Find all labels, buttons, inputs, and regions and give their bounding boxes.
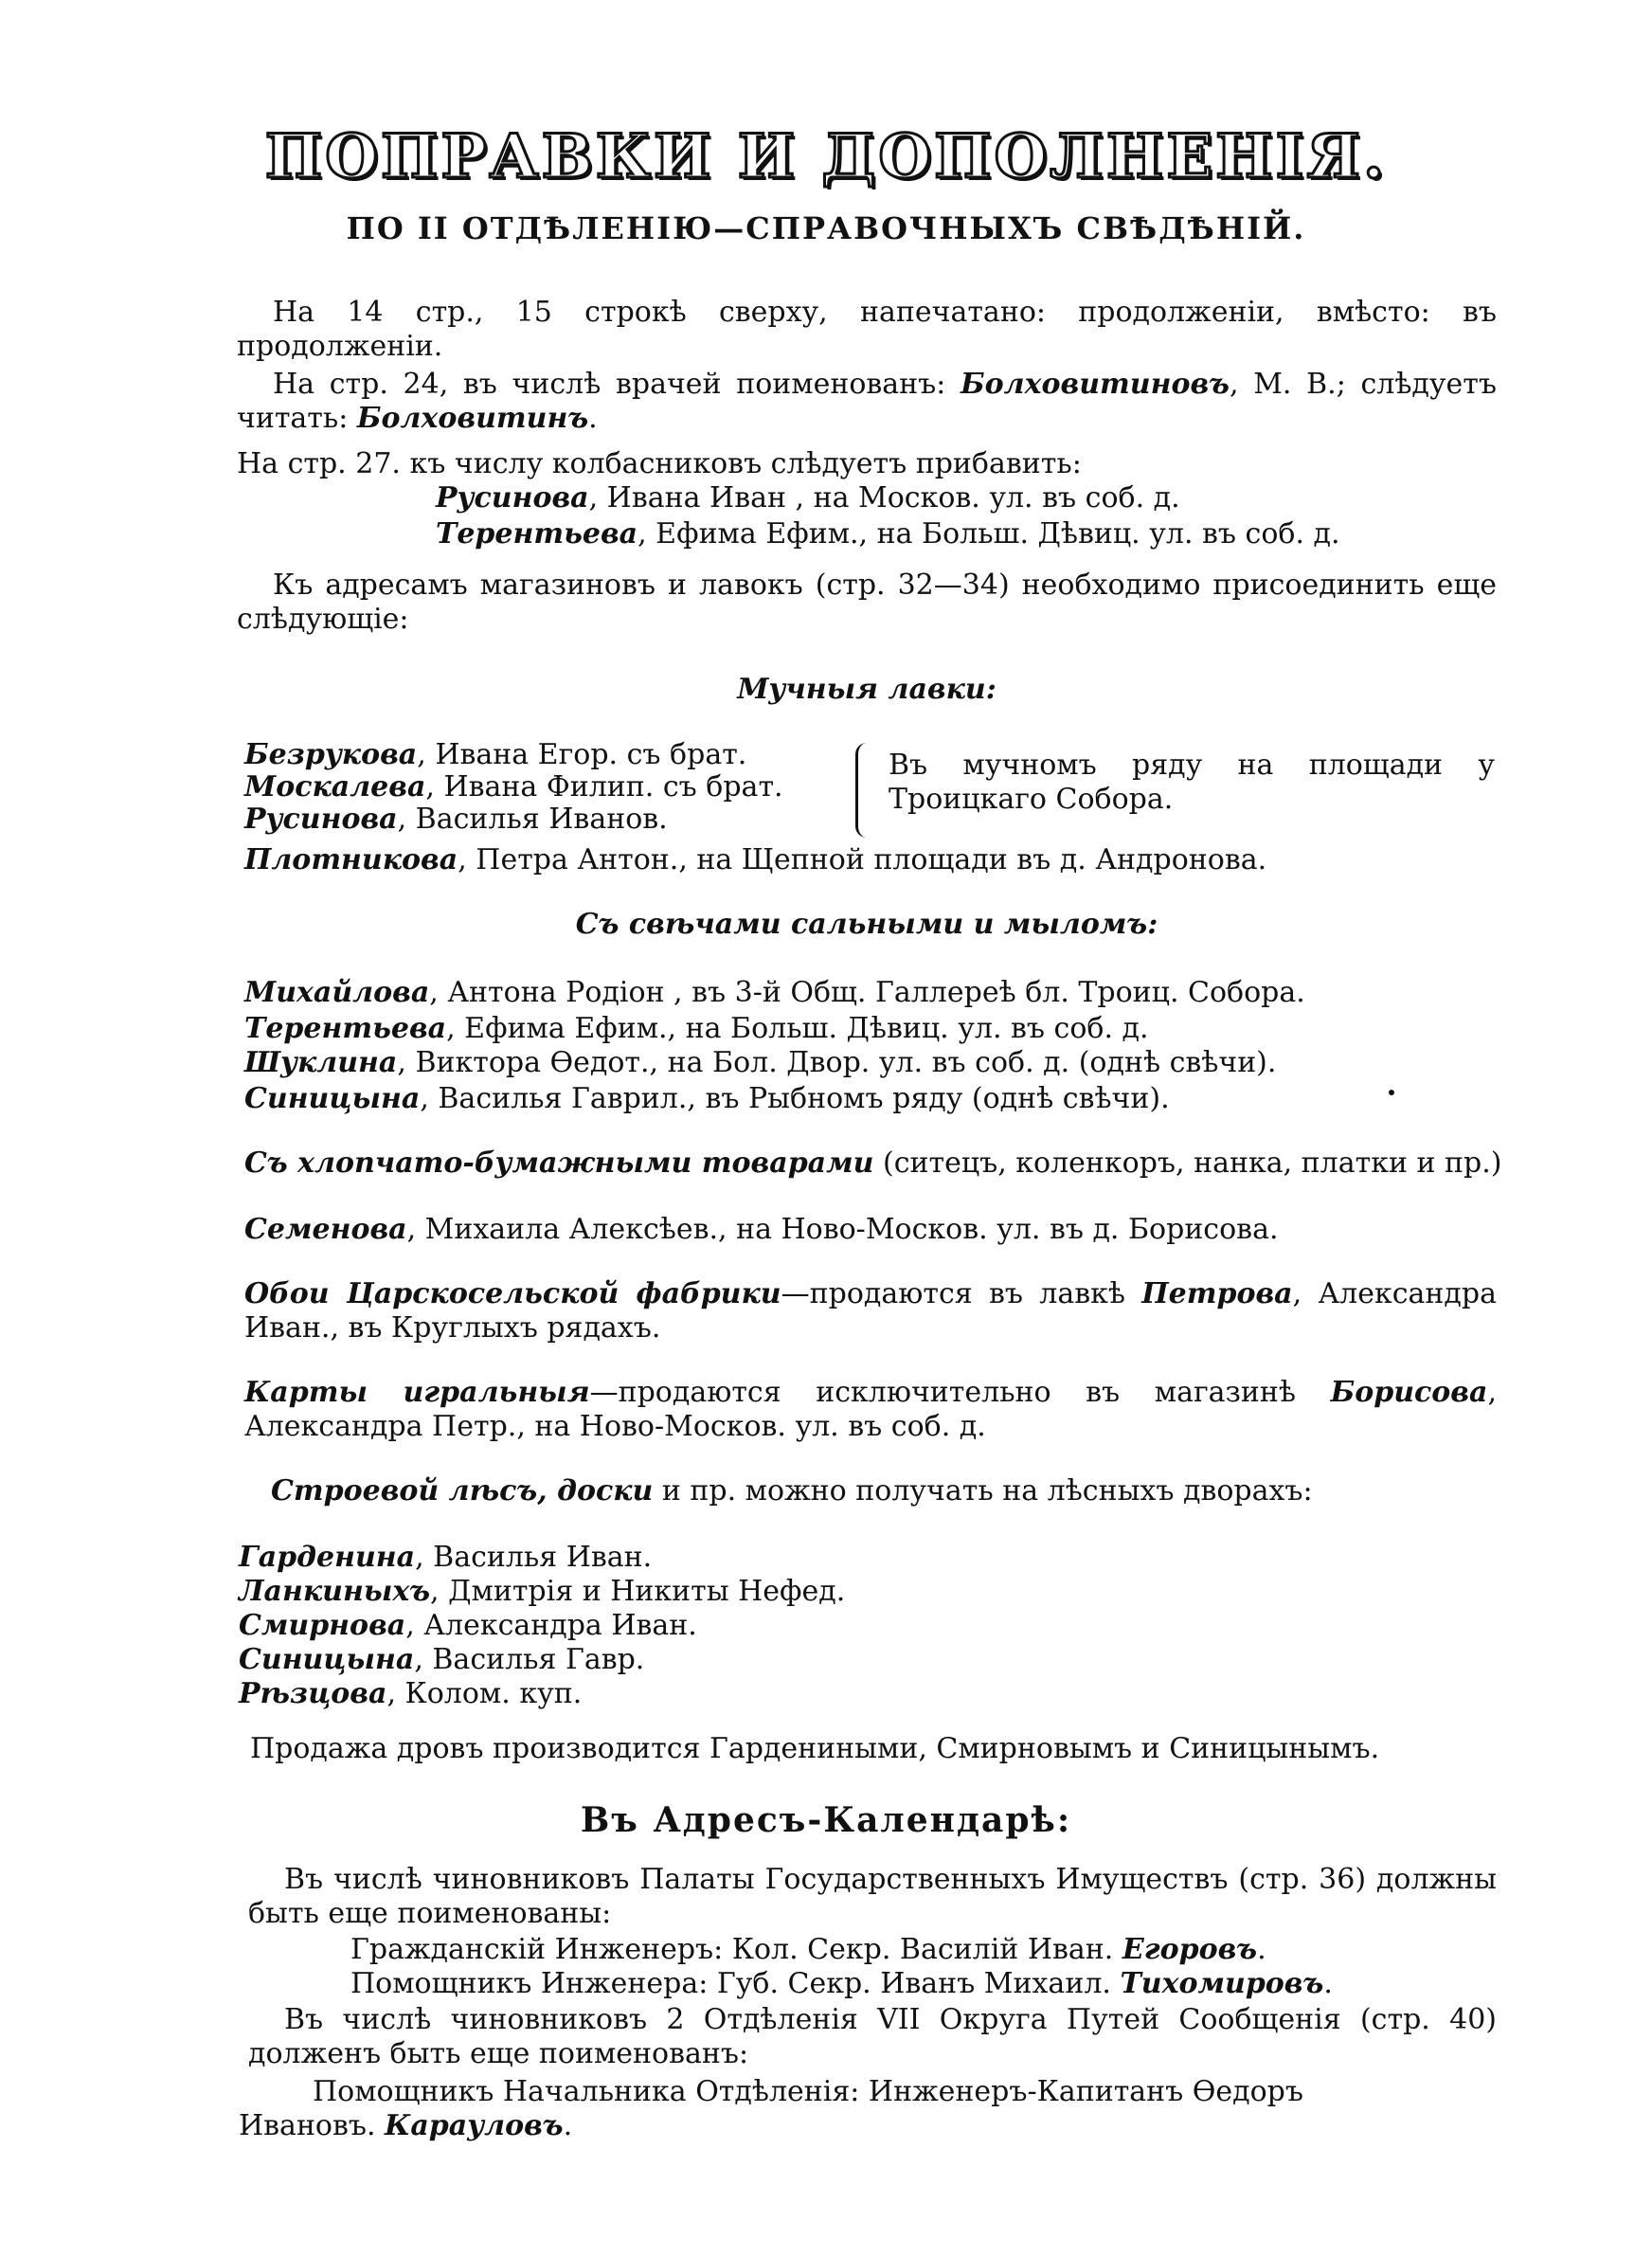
curly-brace-icon — [855, 743, 871, 838]
correction-2-name-right: Болховитинъ — [356, 402, 589, 435]
timber-yard-5-owner: , Колом. куп. — [386, 1677, 583, 1710]
timber-yard-3-name: Смирнова — [239, 1609, 406, 1642]
candle-seller-3-address: , Виктора Ѳедот., на Бол. Двор. ул. въ соб. д. (однѣ свѣчи). — [397, 1046, 1277, 1079]
wallpaper-mid: —продаются въ лавкѣ — [781, 1277, 1142, 1310]
calendar-official-3-surname: Карауловъ — [385, 2109, 564, 2142]
correction-paragraph-4: Къ адресамъ магазиновъ и лавокъ (стр. 32—34) необходимо присоединить еще слѣдующіе: — [237, 569, 1497, 636]
timber-heading — [271, 1474, 1531, 1508]
sausage-maker-1 — [436, 481, 1497, 515]
timber-yard-1-owner: , Василья Иван. — [415, 1541, 653, 1574]
flour-shops-location: Въ мучномъ ряду на площади у Троицкаго Собора. — [889, 749, 1495, 816]
candle-seller-2-address: , Ефима Ефим., на Больш. Дѣвиц. ул. въ соб. д. — [446, 1012, 1149, 1045]
calendar-official-1-end: . — [1257, 1933, 1266, 1966]
list-item — [244, 739, 870, 771]
cards-lead: Карты игральныя — [244, 1376, 590, 1409]
list-item — [239, 1677, 1499, 1711]
calendar-official-2-title: Помощникъ Инженера: Губ. Секр. Иванъ Михаил. — [350, 1967, 1121, 2000]
cotton-heading-goods: (ситецъ, коленкоръ, нанка, платки и пр.) — [873, 1147, 1502, 1180]
calendar-official-2 — [350, 1967, 1610, 2001]
sausage-maker-2-address: , Ефима Ефим., на Больш. Дѣвиц. ул. въ соб. д. — [637, 517, 1340, 551]
calendar-official-3-cont — [239, 2109, 1499, 2143]
timber-yard-2-name: Ланкиныхъ — [239, 1575, 431, 1608]
flour-shops-group — [244, 739, 1495, 841]
wallpaper-paragraph — [244, 1277, 1497, 1345]
timber-yard-1-name: Гарденина — [239, 1541, 416, 1574]
wallpaper-seller-address: , Александра Иван., въ Круглыхъ рядахъ. — [244, 1277, 1497, 1345]
timber-yard-4-owner: , Василья Гавр. — [414, 1643, 645, 1676]
list-item — [244, 1082, 1504, 1116]
correction-2-mid: , М. В.; слѣдуетъ читать: — [237, 368, 1497, 435]
sausage-maker-2-name: Терентьева — [436, 517, 638, 551]
sausage-maker-2 — [436, 517, 1497, 551]
cotton-heading-title: Съ хлопчато-бумажными товарами — [244, 1147, 874, 1180]
flour-shop-1-name: Безрукова — [244, 738, 418, 771]
flour-shop-2-name: Москалева — [244, 770, 426, 803]
candle-seller-1-address: , Антона Родіон , въ 3-й Общ. Галлереѣ бл. Троиц. Собора. — [429, 976, 1305, 1009]
flour-shop-2-detail: , Ивана Филип. съ брат. — [425, 770, 783, 803]
timber-heading-lead: Строевой лѣсъ, доски — [271, 1474, 654, 1508]
correction-paragraph-2 — [237, 368, 1497, 436]
wallpaper-lead: Обои Царскосельской фабрики — [244, 1277, 781, 1310]
calendar-official-2-end: . — [1323, 1967, 1333, 2000]
calendar-official-3-end: . — [563, 2109, 573, 2142]
calendar-official-3-firstname: Ивановъ. — [239, 2109, 386, 2142]
candles-heading: Съ свѣчами сальными и мыломъ: — [575, 908, 1158, 941]
list-item — [244, 771, 870, 803]
list-item — [244, 1046, 1504, 1080]
flour-shop-extra-address: , Петра Антон., на Щепной площади въ д. Андронова. — [458, 843, 1267, 876]
timber-yard-4-name: Синицына — [239, 1643, 415, 1676]
timber-yard-2-owner: , Дмитрія и Никиты Нефед. — [430, 1575, 846, 1608]
flour-shop-3-name: Русинова — [244, 803, 398, 836]
flour-shops-heading: Мучныя лавки: — [737, 673, 997, 706]
flour-shops-list — [244, 739, 870, 836]
correction-2-end: . — [588, 402, 598, 435]
timber-yard-5-name: Рѣзцова — [239, 1677, 387, 1710]
list-item — [239, 1609, 1499, 1643]
correction-2-name-wrong: Болховитиновъ — [961, 368, 1230, 401]
calendar-paragraph-2: Въ числѣ чиновниковъ 2 Отдѣленія VII Округа Путей Сообщенія (стр. 40) долженъ быть еще поименованъ: — [248, 2003, 1497, 2070]
list-item — [244, 976, 1504, 1010]
flour-shop-extra — [244, 843, 1504, 877]
firewood-note: Продажа дровъ производится Гардениными, Смирновымъ и Синицынымъ. — [250, 1732, 1380, 1765]
wallpaper-seller-name: Петрова — [1141, 1277, 1293, 1310]
flour-shop-extra-name: Плотникова — [244, 843, 458, 876]
cards-paragraph — [244, 1376, 1497, 1444]
list-item — [239, 1541, 1499, 1575]
page-subtitle: ПО II ОТДѢЛЕНІЮ—СПРАВОЧНЫХЪ СВѢДѢНІЙ. — [346, 210, 1306, 246]
calendar-official-2-surname: Тихомировъ — [1120, 1967, 1324, 2000]
flour-shop-3-detail: , Василья Иванов. — [397, 803, 668, 836]
page-title: ПОПРАВКИ И ДОПОЛНЕНІЯ. — [264, 121, 1388, 192]
calendar-official-1-surname: Егоровъ — [1122, 1933, 1258, 1966]
candle-seller-1-name: Михайлова — [244, 976, 430, 1009]
cards-seller-name: Борисова — [1330, 1376, 1488, 1409]
sausage-maker-1-address: , Ивана Иван , на Москов. ул. въ соб. д. — [588, 481, 1180, 515]
ink-dot — [1389, 1090, 1394, 1095]
list-item — [239, 1643, 1499, 1677]
list-item — [244, 1012, 1504, 1046]
candle-seller-4-name: Синицына — [244, 1082, 421, 1115]
list-item — [244, 803, 870, 836]
candle-seller-3-name: Шуклина — [244, 1046, 398, 1079]
cards-mid: —продаются исключительно въ магазинѣ — [589, 1376, 1331, 1409]
timber-yard-3-owner: , Александра Иван. — [405, 1609, 697, 1642]
cotton-seller-name: Семенова — [244, 1213, 407, 1246]
correction-2-text: На стр. 24, въ числѣ врачей поименованъ: — [273, 368, 961, 401]
cotton-seller-address: , Михаила Алексѣев., на Ново-Москов. ул. въ д. Борисова. — [406, 1213, 1279, 1246]
timber-heading-rest: и пр. можно получать на лѣсныхъ дворахъ: — [653, 1474, 1313, 1508]
calendar-paragraph-1: Въ числѣ чиновниковъ Палаты Государственныхъ Имуществъ (стр. 36) должны быть еще поименованы: — [248, 1863, 1497, 1930]
candle-seller-4-address: , Василья Гаврил., въ Рыбномъ ряду (однѣ свѣчи). — [420, 1082, 1170, 1115]
correction-paragraph-3: На стр. 27. къ числу колбасниковъ слѣдуетъ прибавить: — [237, 447, 1082, 480]
calendar-official-1-title: Гражданскій Инженеръ: Кол. Секр. Василій Иван. — [350, 1933, 1122, 1966]
calendar-heading: Въ Адресъ-Календарѣ: — [580, 1800, 1072, 1840]
cards-seller-address: , Александра Петр., на Ново-Москов. ул. въ соб. д. — [244, 1376, 1497, 1443]
cotton-seller — [244, 1213, 1504, 1247]
sausage-maker-1-name: Русинова — [436, 481, 589, 515]
flour-shop-1-detail: , Ивана Егор. съ брат. — [417, 738, 747, 771]
list-item — [239, 1575, 1499, 1609]
correction-paragraph-1: На 14 стр., 15 строкѣ сверху, напечатано: продолженіи, вмѣсто: въ продолженіи. — [237, 296, 1497, 363]
calendar-official-3: Помощникъ Начальника Отдѣленія: Инженеръ-Капитанъ Ѳедоръ — [313, 2075, 1303, 2108]
candle-seller-2-name: Терентьева — [244, 1012, 447, 1045]
calendar-official-1 — [350, 1933, 1610, 1967]
cotton-heading — [244, 1147, 1504, 1181]
